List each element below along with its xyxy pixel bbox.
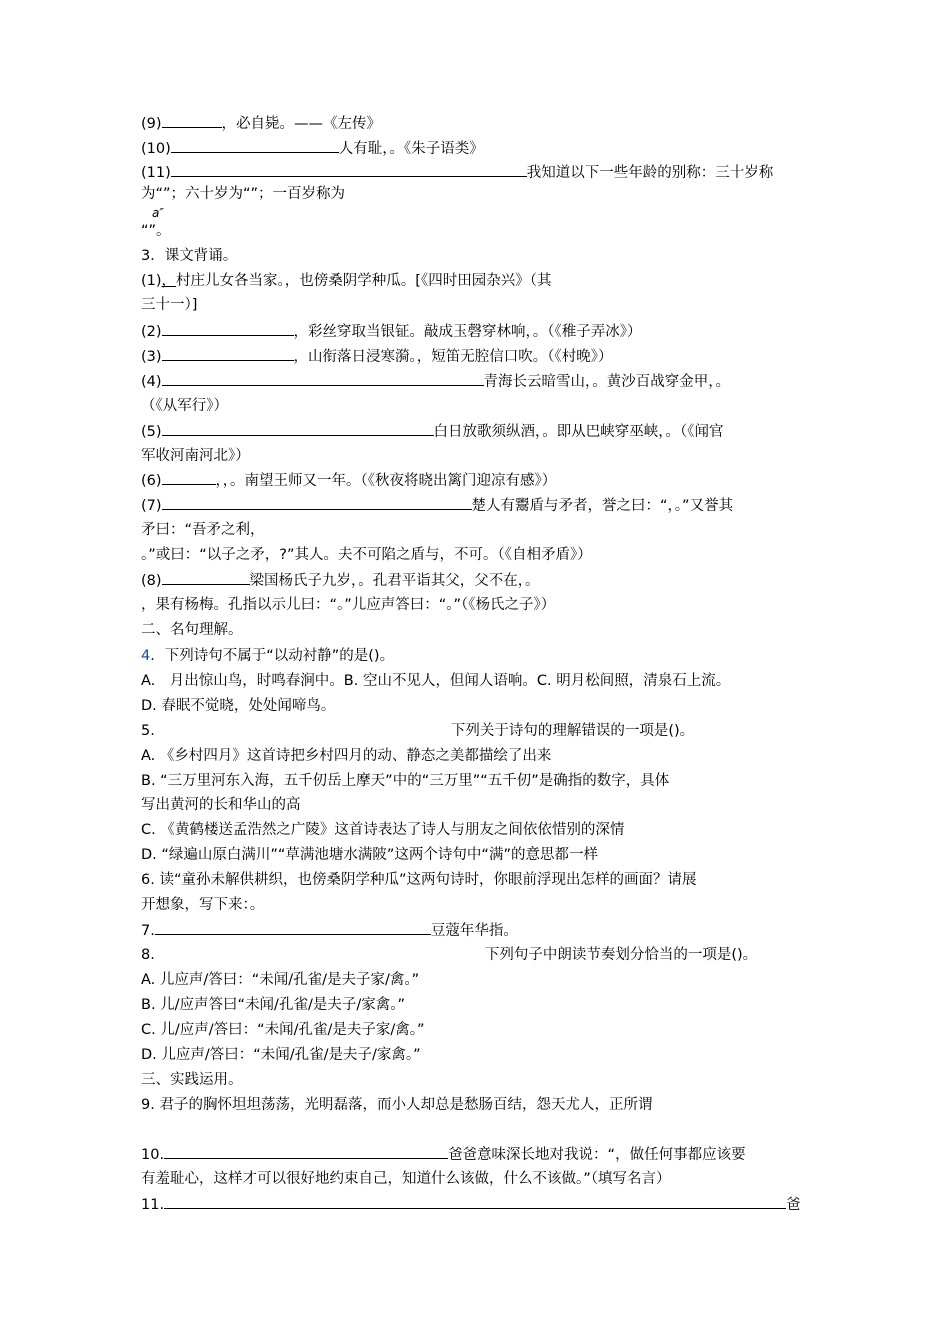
line-9 (141, 113, 381, 134)
line-1 (141, 271, 551, 291)
line-text: 我知道以下一些年龄的别称：三十岁称 (526, 165, 774, 181)
line-2 (141, 321, 642, 342)
line-text: 人有耻，。《朱子语类》 (338, 141, 484, 157)
blank-line[interactable] (162, 321, 294, 336)
item-number: (4) (141, 374, 162, 390)
blank-line[interactable] (164, 1144, 448, 1159)
section-heading: 3．课文背诵。 (141, 248, 238, 264)
question-11 (141, 1194, 801, 1215)
blank-line[interactable] (162, 371, 484, 386)
blank-line[interactable] (162, 495, 472, 510)
option-line: B. “三万里河东入海，五千仞岳上摩天”中的“三万里”“五千仞”是确指的数字，具体 (141, 773, 670, 789)
option-line: D. “绿遍山原白满川”“草满池塘水满陂”这两个诗句中“满”的意思都一样 (141, 847, 598, 863)
line-text: 。”或曰：“以子之矛，?”其人。夫不可陷之盾与，不可。（《自相矛盾》） (141, 547, 592, 563)
question-number: 10. (141, 1147, 165, 1163)
line-text: 楚人有鬻盾与矛者，誉之曰：“，。”又誉其 (471, 498, 734, 514)
item-number: (8) (141, 573, 162, 589)
blank-line[interactable] (164, 1194, 786, 1209)
line-text: 矛曰：“吾矛之利， (141, 522, 265, 538)
section-heading: 二、名句理解。 (141, 622, 243, 638)
blank-line[interactable] (162, 470, 216, 485)
item-number: (7) (141, 498, 162, 514)
blank-line[interactable] (162, 570, 250, 585)
line-text: 梁国杨氏子九岁，。孔君平诣其父，父不在，。 (249, 573, 540, 589)
question-5 (141, 721, 694, 741)
line-7 (141, 495, 733, 516)
question-8 (141, 945, 757, 965)
line-11 (141, 162, 773, 183)
line-text: 为“”；六十岁为“”；一百岁称为 (141, 186, 346, 202)
question-text: 爸 (786, 1197, 801, 1213)
line-text: 开想象，写下来：。 (141, 897, 265, 913)
line-text: “”。 (141, 223, 171, 239)
item-number: (2) (141, 324, 162, 340)
line-4 (141, 371, 730, 392)
line-3 (141, 346, 613, 367)
line-6 (141, 470, 556, 491)
question-9: 9. 君子的胸怀坦坦荡荡，光明磊落，而小人却总是愁肠百结，怨天尤人，正所谓 (141, 1097, 653, 1113)
option-line: A. 儿应声/答曰：“未闻/孔雀/是夫子家/禽。” (141, 972, 420, 988)
item-number: (11) (141, 165, 171, 181)
option-line: A. 《乡村四月》这首诗把乡村四月的动、静态之美都描绘了出来 (141, 748, 552, 764)
line-10 (141, 138, 484, 159)
question-4 (141, 646, 394, 666)
question-7 (141, 920, 518, 941)
blank-line[interactable] (155, 920, 431, 935)
question-10 (141, 1144, 746, 1165)
item-number: (3) (141, 349, 162, 365)
blank-line[interactable] (162, 113, 222, 128)
option-line: D. 春眠不觉晓，处处闻啼鸟。 (141, 698, 336, 714)
line-text: （《从军行》） (141, 398, 228, 414)
question-text: 爸爸意味深长地对我说：“，做任何事都应该要 (448, 1147, 746, 1163)
question-text: 豆蔻年华指。 (430, 923, 518, 939)
blank-line[interactable]: ， (161, 273, 177, 289)
stray-mark: a″ (152, 206, 164, 220)
option-line: A. 月出惊山鸟，时鸣春涧中。B. 空山不见人，但闻人语响。C. 明月松间照，清泉石上流。 (141, 673, 731, 689)
line-text: ，必自毙。——《左传》 (221, 116, 382, 132)
line-text: 军收河南河北》） (141, 448, 250, 464)
question-number: 11. (141, 1197, 165, 1213)
line-text: 青海长云暗雪山，。黄沙百战穿金甲，。 (483, 374, 731, 390)
line-text: 白日放歌须纵酒，。即从巴峡穿巫峡，。（《闻官 (433, 424, 724, 440)
line-text: 写出黄河的长和华山的高 (141, 797, 301, 813)
line-text: ，彩丝穿取当银钲。敲成玉磬穿林响，。（《稚子弄冰》） (293, 324, 642, 340)
line-text: 有羞耻心，这样才可以很好地约束自己，知道什么该做，什么不该做。”（填写名言） (141, 1171, 671, 1187)
blank-line[interactable] (171, 162, 527, 177)
blank-line[interactable] (171, 138, 339, 153)
blank-line[interactable] (162, 421, 434, 436)
question-text: 下列关于诗句的理解错误的一项是()。 (450, 723, 695, 739)
line-text: 村庄儿女各当家。，也傍桑阴学种瓜。[《四时田园杂兴》（其 (176, 273, 552, 289)
question-text: 下列句子中朗读节奏划分恰当的一项是()。 (484, 947, 758, 963)
question-number: 8. (141, 947, 155, 963)
question-text: ．下列诗句不属于“以动衬静”的是()。 (150, 648, 395, 664)
option-line: C. 《黄鹤楼送孟浩然之广陵》这首诗表达了诗人与朋友之间依依惜别的深情 (141, 822, 625, 838)
item-number: (5) (141, 424, 162, 440)
question-number: 4 (141, 648, 151, 664)
section-heading: 三、实践运用。 (141, 1072, 243, 1088)
line-8 (141, 570, 540, 591)
line-5 (141, 421, 724, 442)
item-number: (6) (141, 473, 162, 489)
option-line: D. 儿应声/答曰：“未闻/孔雀/是夫子/家禽。” (141, 1047, 421, 1063)
option-line: C. 儿/应声/答曰：“未闻/孔雀/是夫子家/禽。” (141, 1022, 425, 1038)
question-number: 7. (141, 923, 155, 939)
item-number: (9) (141, 116, 162, 132)
blank-line[interactable] (162, 346, 294, 361)
question-number: 5. (141, 723, 155, 739)
option-line: B. 儿/应声答曰“未闻/孔雀/是夫子/家禽。” (141, 997, 405, 1013)
item-number: (10) (141, 141, 171, 157)
line-text: 三十一）] (141, 297, 198, 313)
line-text: ，，。南望王师又一年。（《秋夜将晓出篱门迎凉有感》） (215, 473, 557, 489)
question-6: 6. 读“童孙未解供耕织，也傍桑阴学种瓜”这两句诗时，你眼前浮现出怎样的画面？请展 (141, 872, 697, 888)
item-number: (1) (141, 273, 162, 289)
line-text: ，山衔落日浸寒漪。，短笛无腔信口吹。（《村晚》） (293, 349, 613, 365)
line-text: ，果有杨梅。孔指以示儿曰：“。”儿应声答曰：“。”（《杨氏之子》） (141, 597, 556, 613)
